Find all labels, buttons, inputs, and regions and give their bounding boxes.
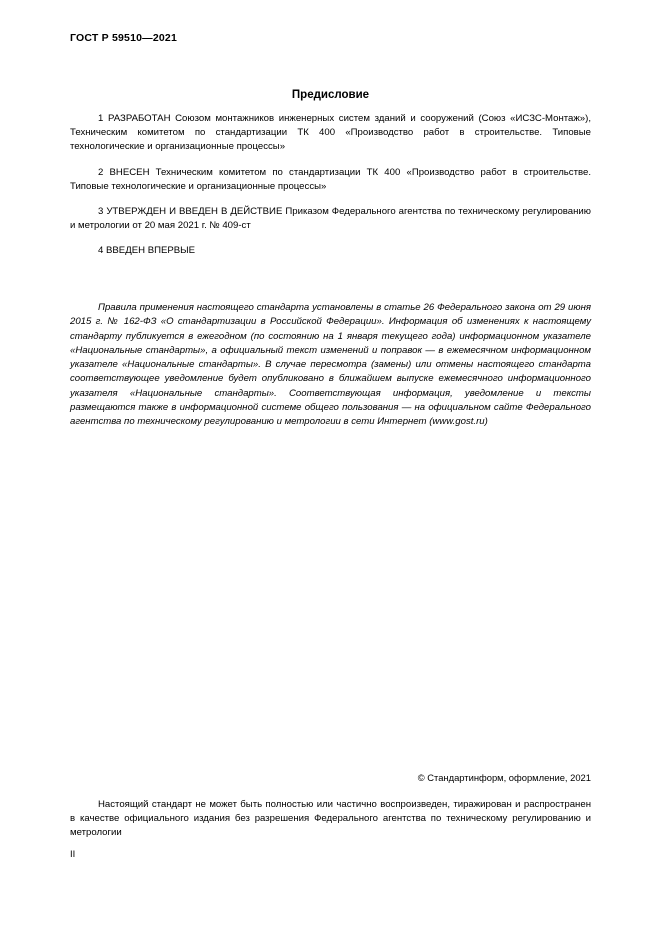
foreword-paragraph-1: 1 РАЗРАБОТАН Союзом монтажников инженерных систем зданий и сооружений (Союз «ИСЗС-Монтаж»), Техническим комитетом по стандартизации ТК 400 «Производство работ в строительстве. Типовые технологические и организационные процессы» xyxy=(70,113,591,153)
page-title: Предисловие xyxy=(291,89,370,101)
application-rules-block xyxy=(70,301,591,430)
document-header: ГОСТ Р 59510—2021 xyxy=(70,32,178,44)
reproduction-note xyxy=(70,798,591,841)
copyright-line: © Стандартинформ, оформление, 2021 xyxy=(417,772,591,783)
foreword-paragraph-3: 3 УТВЕРЖДЕН И ВВЕДЕН В ДЕЙСТВИЕ Приказом Федерального агентства по техническому регулированию и метрологии от 20 мая 2021 г. № 409-ст xyxy=(70,206,591,232)
foreword-body xyxy=(70,112,591,259)
reproduction-note-text: Настоящий стандарт не может быть полностью или частично воспроизведен, тиражирован и распространен в качестве официального издания без разрешения Федерального агентства по техническому регулированию и метрологии xyxy=(70,799,591,839)
foreword-paragraph-4: 4 ВВЕДЕН ВПЕРВЫЕ xyxy=(98,245,196,257)
page-number: II xyxy=(70,848,76,859)
foreword-paragraph-2: 2 ВНЕСЕН Техническим комитетом по стандартизации ТК 400 «Производство работ в строительстве. Типовые технологические и организационные процессы» xyxy=(70,166,591,192)
application-rules-text: Правила применения настоящего стандарта установлены в статье 26 Федерального закона от 29 июня 2015 г. № 162-ФЗ «О стандартизации в Российской Федерации». Информация об изменениях к настоящему стандарту публикуется в ежегодном (по состоянию на 1 января текущего года) информационном указателе «Национальные стандарты», а официальный текст изменений и поправок — в ежемесячном информационном указателе «Национальные стандарты». В случае пересмотра (замены) или отмены настоящего стандарта соответствующее уведомление будет опубликовано в ближайшем выпуске ежемесячного информационного указателя «Национальные стандарты». Соответствующая информация, уведомление и тексты размещаются также в информационной системе общего пользования — на официальном сайте Федерального агентства по техническому регулированию и метрологии в сети Интернет (www.gost.ru) xyxy=(70,302,591,428)
